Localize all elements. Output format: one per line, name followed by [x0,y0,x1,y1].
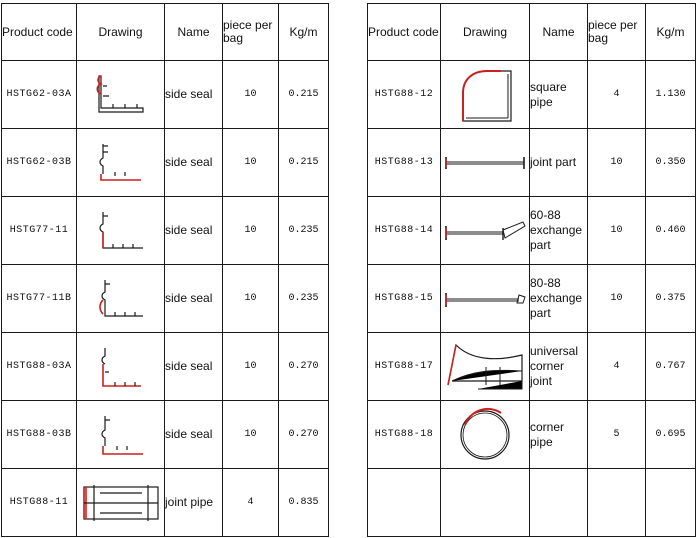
table-row [368,333,696,401]
pieces-per-bag: 4 [223,469,279,537]
header-name: Name [165,4,223,61]
drawing-cell [77,61,165,129]
drawing-cell [77,469,165,537]
table-row [2,333,329,401]
empty-cell [646,469,696,537]
product-code: HSTG88-17 [368,333,441,401]
empty-cell [588,469,646,537]
drawing-cell [77,129,165,197]
header-product-code: Product code [368,4,441,61]
round-pipe-profile-icon [457,407,513,463]
table-row [2,61,329,129]
product-name: joint part [530,129,588,197]
product-name: side seal [165,333,223,401]
table-row [368,129,696,197]
pieces-per-bag: 4 [588,333,646,401]
table-row [2,469,329,537]
table-row [2,129,329,197]
product-name: square pipe [530,61,588,129]
joint-part-profile-icon [443,153,527,173]
pieces-per-bag: 10 [223,61,279,129]
product-name: side seal [165,61,223,129]
header-drawing: Drawing [441,4,530,61]
header-product-code: Product code [2,4,77,61]
product-name: corner pipe [530,401,588,469]
kg-per-m: 0.235 [279,197,329,265]
header-name: Name [530,4,588,61]
drawing-cell [441,129,530,197]
product-name: side seal [165,265,223,333]
exchange-part-profile-icon [443,216,527,246]
product-code: HSTG77-11B [2,265,77,333]
pieces-per-bag: 10 [223,333,279,401]
drawing-cell [77,197,165,265]
product-code: HSTG88-11 [2,469,77,537]
kg-per-m: 0.695 [646,401,696,469]
product-name: side seal [165,129,223,197]
table-row [368,401,696,469]
product-code: HSTG62-03A [2,61,77,129]
table-row-empty [368,469,696,537]
pieces-per-bag: 10 [588,197,646,265]
product-name: 60-88 exchange part [530,197,588,265]
product-code: HSTG88-13 [368,129,441,197]
kg-per-m: 0.235 [279,265,329,333]
pieces-per-bag: 10 [223,401,279,469]
product-name: side seal [165,197,223,265]
product-code: HSTG88-03A [2,333,77,401]
product-code: HSTG88-15 [368,265,441,333]
empty-cell [368,469,441,537]
side-seal-profile-icon [91,206,151,256]
kg-per-m: 0.767 [646,333,696,401]
table-row [2,265,329,333]
side-seal-profile-icon [91,138,151,188]
drawing-cell [441,265,530,333]
drawing-cell [77,401,165,469]
product-name: side seal [165,401,223,469]
product-name: universal corner joint [530,333,588,401]
side-seal-profile-icon [91,410,151,460]
corner-joint-profile-icon [442,341,528,393]
kg-per-m: 0.350 [646,129,696,197]
header-pieces-per-bag: piece per bag [588,4,646,61]
drawing-cell [77,265,165,333]
product-code: HSTG62-03B [2,129,77,197]
pieces-per-bag: 10 [223,129,279,197]
side-seal-profile-icon [91,70,151,120]
table-row [2,401,329,469]
product-name: 80-88 exchange part [530,265,588,333]
drawing-cell [77,333,165,401]
pieces-per-bag: 10 [223,197,279,265]
table-row [368,197,696,265]
table-row [368,265,696,333]
table-header-row [368,4,696,61]
side-seal-profile-icon [91,342,151,392]
product-code: HSTG88-14 [368,197,441,265]
drawing-cell [441,401,530,469]
kg-per-m: 0.270 [279,401,329,469]
pieces-per-bag: 5 [588,401,646,469]
table-header-row [2,4,329,61]
header-kg-per-m: Kg/m [279,4,329,61]
empty-cell [441,469,530,537]
pieces-per-bag: 10 [588,265,646,333]
header-kg-per-m: Kg/m [646,4,696,61]
square-pipe-profile-icon [453,65,517,125]
pieces-per-bag: 4 [588,61,646,129]
product-code: HSTG88-18 [368,401,441,469]
header-drawing: Drawing [77,4,165,61]
kg-per-m: 0.215 [279,61,329,129]
drawing-cell [441,333,530,401]
kg-per-m: 1.130 [646,61,696,129]
kg-per-m: 0.270 [279,333,329,401]
table-row [368,61,696,129]
product-code: HSTG77-11 [2,197,77,265]
product-name: joint pipe [165,469,223,537]
header-pieces-per-bag: piece per bag [223,4,279,61]
kg-per-m: 0.835 [279,469,329,537]
kg-per-m: 0.375 [646,265,696,333]
product-code: HSTG88-12 [368,61,441,129]
drawing-cell [441,197,530,265]
product-table-left [1,3,329,537]
pieces-per-bag: 10 [223,265,279,333]
exchange-part-profile-icon [443,287,527,311]
kg-per-m: 0.460 [646,197,696,265]
empty-cell [530,469,588,537]
side-seal-profile-icon [91,274,151,324]
kg-per-m: 0.215 [279,129,329,197]
pieces-per-bag: 10 [588,129,646,197]
product-table-right [367,3,696,537]
joint-pipe-profile-icon [80,481,162,525]
table-row [2,197,329,265]
drawing-cell [441,61,530,129]
product-code: HSTG88-03B [2,401,77,469]
